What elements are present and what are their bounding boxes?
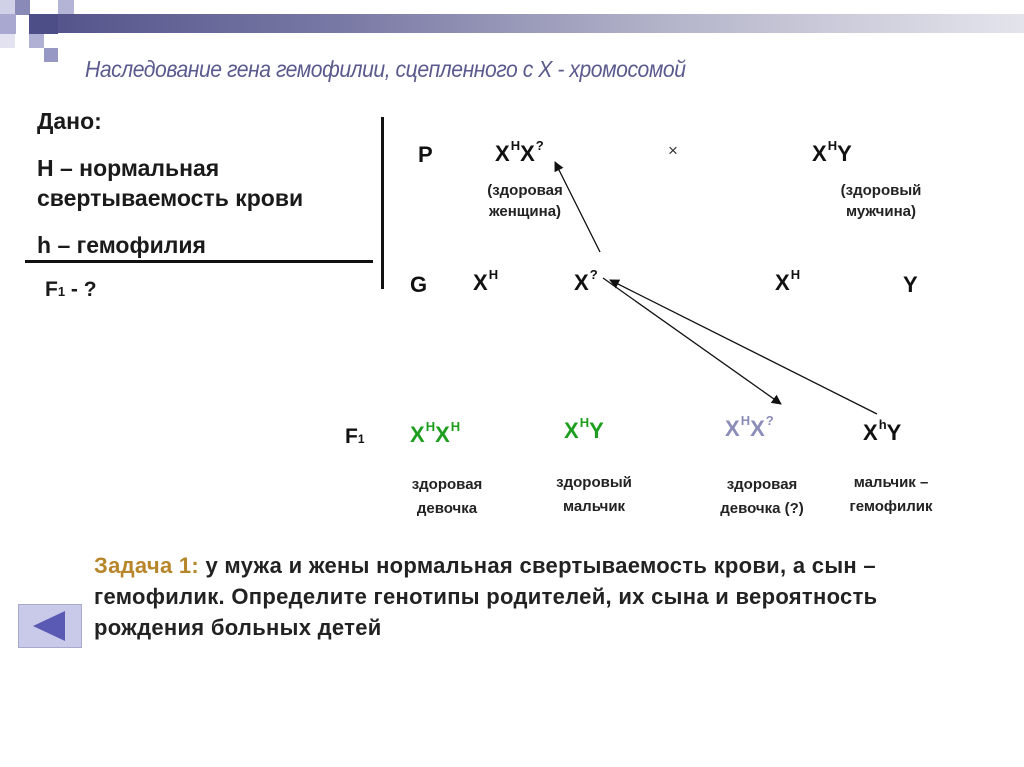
question-rest: - ? [65, 278, 97, 301]
task-label: Задача 1: [94, 553, 200, 578]
o2-base-2: Y [589, 418, 604, 443]
gamete-4-base: Y [903, 272, 918, 297]
o3-allele-1: H [740, 413, 751, 428]
offspring-4-genotype [863, 417, 902, 446]
father-desc-line-2: мужчина) [845, 203, 916, 220]
row-label-p: P [418, 142, 433, 167]
given-line-3: h – гемофилия [37, 232, 206, 258]
given-line-1: H – нормальная [37, 155, 220, 181]
o1-desc-line-2: девочка [416, 500, 478, 517]
gamete-1-allele: H [488, 267, 499, 282]
offspring-2-genotype [564, 415, 604, 444]
gamete-1-base: X [473, 270, 488, 295]
o4-desc-line-2: гемофилик [849, 498, 933, 515]
o1-allele-1: H [425, 419, 436, 434]
o1-allele-2: H [450, 419, 461, 434]
offspring-1-description [392, 473, 502, 521]
triangle-left-icon [19, 605, 81, 647]
arrow-gamete-to-daughter [603, 278, 781, 404]
o3-allele-2: ? [765, 413, 774, 428]
o2-base-1: X [564, 418, 579, 443]
o3-base-1: X [725, 416, 740, 441]
o2-desc-line-2: мальчик [562, 498, 626, 515]
father-desc-line-1: (здоровый [840, 182, 922, 199]
o2-allele-1: H [579, 415, 590, 430]
mother-allele-1: H [510, 138, 521, 153]
o4-desc-line-1: мальчик – [853, 474, 929, 491]
father-base-2: Y [837, 141, 852, 166]
task-text [94, 550, 914, 643]
o3-desc-line-2: девочка (?) [720, 500, 804, 517]
f1-base: F [345, 425, 358, 448]
back-button[interactable] [18, 604, 82, 648]
row-label-g: G [410, 272, 428, 297]
gamete-2-base: X [574, 270, 589, 295]
offspring-4-description [831, 471, 951, 519]
o4-base-2: Y [886, 420, 902, 445]
o4-base-1: X [863, 420, 878, 445]
mother-allele-2: ? [535, 138, 544, 153]
arrow-son-to-gamete [610, 280, 877, 414]
mother-base-1: X [495, 141, 510, 166]
f1-sub: 1 [357, 432, 365, 446]
o3-base-2: X [750, 416, 765, 441]
gamete-2-allele: ? [589, 267, 598, 282]
o2-desc-line-1: здоровый [556, 474, 632, 491]
mother-description [470, 180, 580, 222]
given-heading: Дано: [37, 108, 102, 134]
gamete-1 [473, 267, 499, 296]
mother-desc-line-1: (здоровая [487, 182, 563, 199]
father-genotype [812, 138, 852, 167]
gamete-3-base: X [775, 270, 790, 295]
father-base-1: X [812, 141, 827, 166]
o4-allele-1: h [878, 417, 887, 432]
task-body: у мужа и жены нормальная свертываемость крови, а сын – гемофилик. Определите генотипы родителей, их сына и вероятность рождения больных детей [94, 553, 878, 640]
question-sub: 1 [57, 284, 66, 299]
mother-desc-line-2: женщина) [488, 203, 562, 220]
father-allele-1: H [827, 138, 838, 153]
gamete-3-allele: H [790, 267, 801, 282]
offspring-2-description [539, 471, 649, 519]
o1-desc-line-1: здоровая [411, 476, 483, 493]
row-label-f1 [345, 425, 365, 449]
gamete-2 [574, 267, 598, 296]
mother-genotype [495, 138, 544, 167]
o3-desc-line-1: здоровая [726, 476, 798, 493]
given-line-2: свертываемость крови [37, 185, 304, 211]
slide-title: Наследование гена гемофилии, сцепленного с Х - хромосомой [85, 56, 686, 82]
question-base: F [45, 278, 58, 301]
gamete-3 [775, 267, 801, 296]
o1-base-2: X [435, 422, 450, 447]
offspring-3-description [697, 473, 827, 521]
gamete-4 [903, 272, 918, 298]
offspring-1-genotype [410, 419, 461, 448]
o1-base-1: X [410, 422, 425, 447]
father-description [826, 180, 936, 222]
cross-sign: × [668, 141, 678, 160]
offspring-3-genotype [725, 413, 774, 442]
mother-base-2: X [520, 141, 535, 166]
